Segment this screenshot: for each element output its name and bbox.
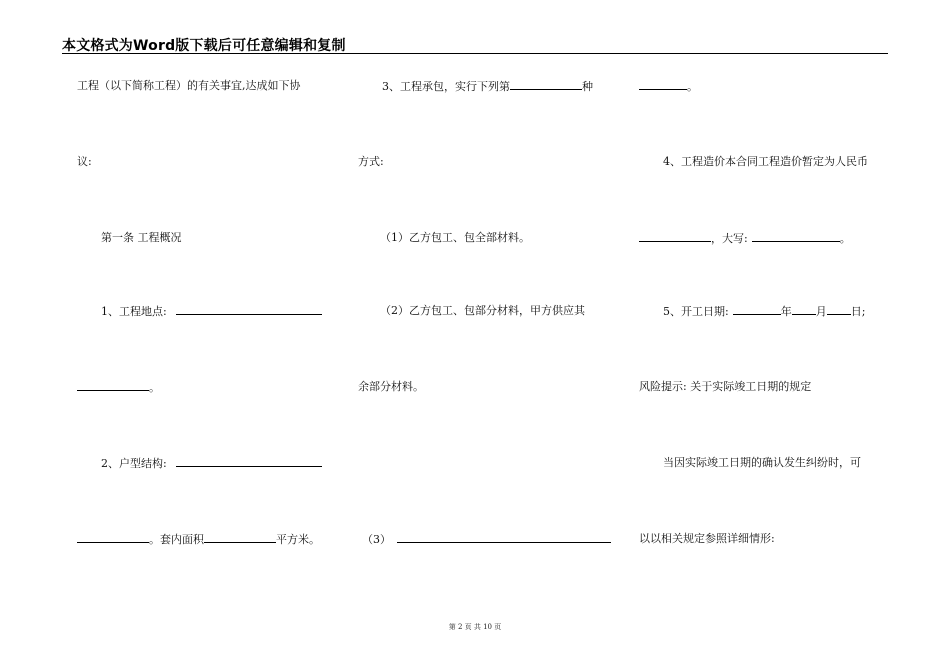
fill-blank	[176, 455, 322, 467]
section-heading	[101, 230, 182, 246]
paragraph-line	[663, 455, 861, 471]
header-divider	[62, 53, 888, 54]
field-project-location	[101, 303, 322, 320]
field-contract-method	[382, 78, 593, 95]
document-header-title: 本文格式为Word版下载后可任意编辑和复制	[62, 38, 346, 54]
paragraph-line	[358, 154, 384, 170]
option-3	[362, 531, 611, 548]
fill-blank	[639, 230, 711, 242]
fill-blank	[77, 379, 149, 391]
option-text: （3）	[362, 533, 391, 546]
fill-blank	[733, 303, 781, 315]
paragraph-line	[77, 78, 301, 94]
field-label: ，大写:	[711, 232, 748, 245]
text-line: 。	[687, 80, 698, 93]
field-label: 1、工程地点:	[101, 305, 167, 318]
fill-blank	[204, 531, 276, 543]
text-line: 余部分材料。	[358, 380, 424, 393]
fill-blank	[639, 78, 687, 90]
field-start-date	[663, 303, 865, 320]
field-house-structure	[101, 455, 322, 472]
text-line: 当因实际竣工日期的确认发生纠纷时，可	[663, 456, 861, 469]
text-line: 。	[149, 381, 160, 394]
fill-blank	[792, 303, 816, 315]
fill-blank	[827, 303, 851, 315]
paragraph-line	[358, 379, 424, 395]
text-line: 风险提示: 关于实际竣工日期的规定	[639, 380, 812, 393]
page-number-footer: 第 2 页 共 10 页	[448, 623, 502, 631]
field-project-cost	[663, 154, 868, 170]
fill-blank	[176, 303, 322, 315]
field-label: 2、户型结构:	[101, 457, 167, 470]
text-line: 3、工程承包，实行下列第	[382, 80, 510, 93]
fill-blank	[510, 78, 582, 90]
paragraph-line	[639, 78, 698, 95]
paragraph-line	[77, 379, 160, 396]
date-unit: 月	[815, 305, 827, 318]
date-unit: 日;	[850, 305, 866, 318]
date-unit: 年	[780, 305, 792, 318]
text-line: 以以相关规定参照详细情形:	[639, 532, 775, 545]
risk-note	[639, 379, 811, 395]
text-line: 。	[839, 232, 851, 245]
text-line: 方式:	[358, 155, 384, 168]
fill-blank	[752, 230, 840, 242]
text-line: 工程（以下简称工程）的有关事宜,达成如下协	[77, 79, 301, 92]
field-label: 。套内面积	[149, 533, 204, 546]
option-2	[380, 303, 585, 319]
fill-blank	[397, 531, 611, 543]
field-inner-area	[77, 531, 320, 548]
paragraph-line	[639, 531, 775, 547]
option-text: （1）乙方包工、包全部材料。	[380, 231, 530, 244]
fill-blank	[77, 531, 149, 543]
field-amount-in-words	[639, 230, 851, 247]
text-line: 议:	[77, 155, 92, 168]
option-1	[380, 230, 530, 246]
text-line: 4、工程造价本合同工程造价暂定为人民币	[663, 155, 868, 168]
field-label: 5、开工日期:	[663, 305, 729, 318]
text-line: 种	[582, 80, 593, 93]
option-text: （2）乙方包工、包部分材料，甲方供应其	[380, 304, 585, 317]
unit-label: 平方米。	[276, 533, 320, 546]
paragraph-line	[77, 154, 92, 170]
section-heading-text: 第一条 工程概况	[101, 231, 182, 244]
